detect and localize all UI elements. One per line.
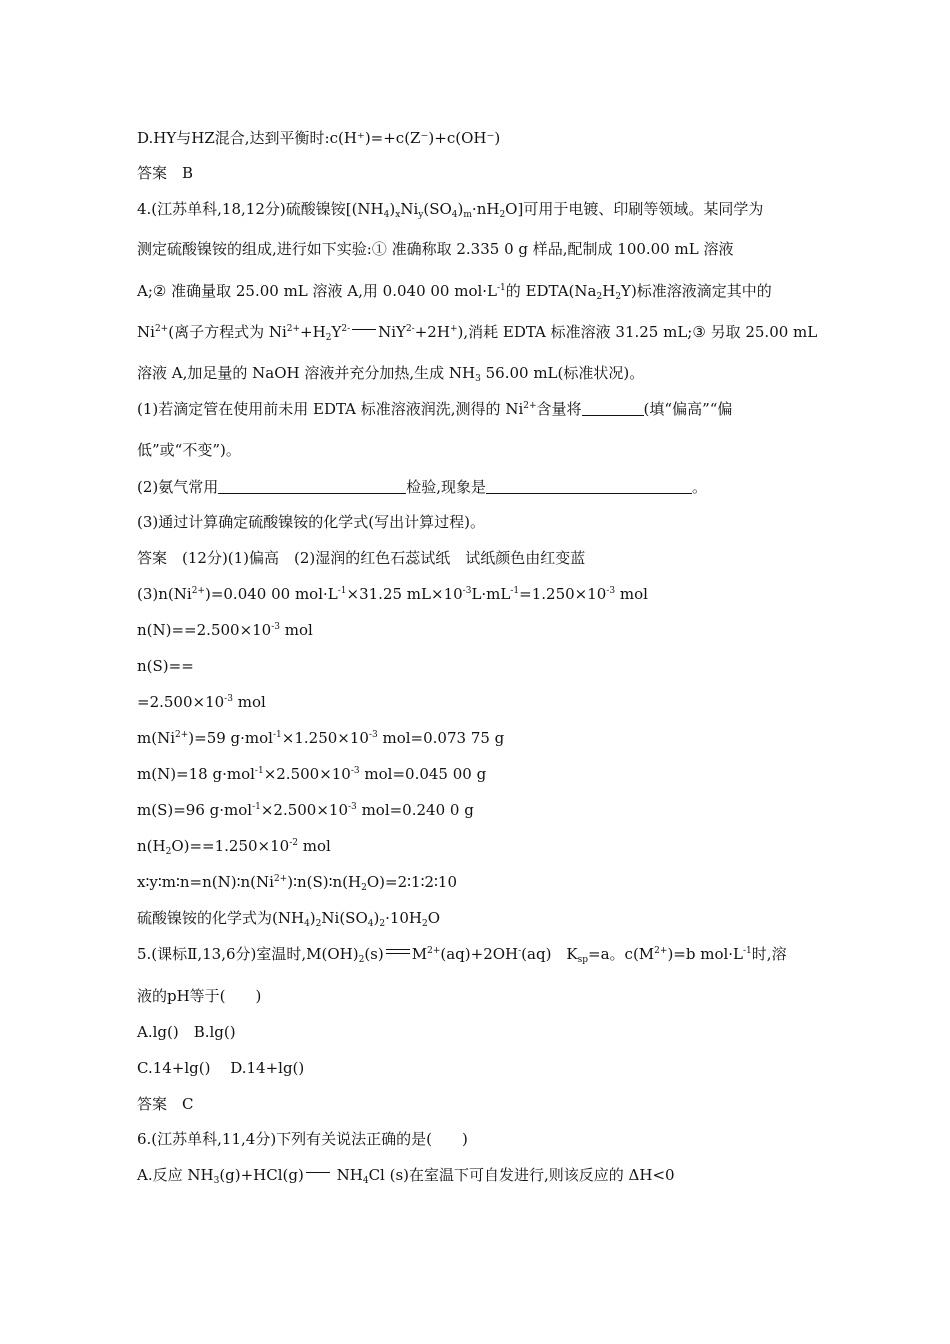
text: x∶y∶m∶n=n(N)∶n(Ni — [137, 873, 274, 891]
text: (aq) K — [521, 945, 578, 963]
text: mol — [280, 621, 313, 639]
superscript: -3 — [368, 730, 378, 740]
subscript: y — [418, 210, 424, 220]
text: n(S)== — [137, 657, 194, 675]
superscript: -1 — [254, 766, 264, 776]
text: (填“偏高”“偏 — [643, 400, 733, 418]
calc-line-ni — [137, 584, 817, 604]
superscript: -1 — [252, 802, 261, 812]
superscript: -3 — [606, 586, 616, 596]
text: (2)氨气常用 — [137, 478, 219, 496]
text: m(N)=18 g·mol — [137, 765, 255, 783]
superscript: 2+ — [523, 401, 537, 411]
sub-question-1-line-2 — [137, 440, 817, 460]
text: 的 EDTA(Na — [505, 282, 597, 300]
subscript: 2 — [615, 292, 622, 302]
text: ×2.500×10 — [263, 765, 351, 783]
calc-line-m-n — [137, 764, 817, 784]
answer-blank-phenomenon[interactable] — [486, 479, 692, 494]
question-6-line — [137, 1129, 817, 1149]
subscript: 2 — [315, 919, 322, 929]
option-d-line — [137, 128, 817, 148]
superscript: 2- — [341, 324, 351, 334]
text: A.lg() B.lg() — [137, 1023, 236, 1041]
subscript: 2 — [361, 883, 367, 893]
formula-line — [137, 908, 817, 928]
text: mol — [615, 585, 648, 603]
text: =2.500×10 — [137, 693, 225, 711]
text: (1)若滴定管在使用前未用 EDTA 标准溶液润洗,测得的 Ni — [137, 400, 524, 418]
reaction-arrow-icon — [304, 1168, 332, 1178]
subscript: 2 — [499, 210, 506, 220]
text: 。 — [692, 478, 708, 496]
text: )=59 g·mol — [188, 729, 273, 747]
superscript: -1 — [337, 586, 347, 596]
superscript: -2 — [289, 838, 298, 848]
text: (aq)+2OH — [440, 945, 519, 963]
subscript: 3 — [475, 374, 481, 384]
superscript: 2+ — [286, 324, 301, 334]
text: +2H — [414, 323, 450, 341]
text: (s) — [364, 945, 384, 963]
superscript: -3 — [224, 694, 233, 704]
text: mol — [232, 693, 266, 711]
text: O — [427, 909, 441, 927]
options-ab-line — [137, 1022, 817, 1042]
text: 低”或“不变”)。 — [137, 441, 241, 459]
equilibrium-arrow-icon — [384, 947, 412, 957]
text: O]可用于电镀、印刷等领域。某同学为 — [505, 200, 764, 218]
text: 测定硫酸镍铵的组成,进行如下实验:① 准确称取 2.335 0 g 样品,配制成 100.00 mL 溶液 — [137, 240, 734, 258]
subscript: 4 — [362, 1176, 369, 1186]
text: (g)+HCl(g) — [219, 1166, 304, 1184]
text: NH — [331, 1166, 363, 1184]
text: (3)通过计算确定硫酸镍铵的化学式(写出计算过程)。 — [137, 513, 485, 531]
text: mol=0.045 00 g — [359, 765, 487, 783]
subscript: sp — [577, 955, 589, 965]
calc-line-m-s — [137, 800, 817, 820]
subscript: x — [395, 210, 401, 220]
question-4-line-1 — [137, 199, 817, 219]
text: A.反应 NH — [137, 1166, 214, 1184]
sub-question-1-line-1 — [137, 399, 817, 419]
text: 56.00 mL(标准状况)。 — [480, 364, 645, 382]
text: mol=0.073 75 g — [377, 729, 505, 747]
text: (SO — [423, 200, 452, 218]
text: 6.(江苏单科,11,4分)下列有关说法正确的是( ) — [137, 1130, 468, 1148]
superscript: -1 — [272, 730, 282, 740]
text: 4.(江苏单科,18,12分)硫酸镍铵[(NH — [137, 200, 384, 218]
text: Ni — [137, 323, 155, 341]
question-5-line-1 — [137, 944, 817, 964]
text: Y — [331, 323, 342, 341]
subscript: 2 — [422, 919, 428, 929]
text: ) — [457, 200, 464, 218]
text: Ni — [400, 200, 419, 218]
calc-line-h2o — [137, 836, 817, 856]
superscript: -3 — [462, 586, 472, 596]
text: =a。c(M — [588, 945, 655, 963]
answer-line — [137, 163, 817, 183]
text: 答案 (12分)(1)偏高 (2)湿润的红色石蕊试纸 试纸颜色由红变蓝 — [137, 549, 586, 567]
text: m(S)=96 g·mol — [137, 801, 253, 819]
text: +H — [300, 323, 326, 341]
calc-line-s — [137, 656, 817, 676]
text: ) — [389, 200, 396, 218]
text: =1.250×10 — [519, 585, 607, 603]
superscript: 2- — [405, 324, 415, 334]
option-a-line — [137, 1165, 817, 1185]
superscript: 2+ — [191, 586, 205, 596]
superscript: - — [518, 946, 522, 956]
text: 含量将 — [536, 400, 582, 418]
superscript: 2+ — [154, 324, 169, 334]
subscript: 4 — [367, 919, 374, 929]
superscript: 2+ — [427, 946, 441, 956]
text: 检验,现象是 — [406, 478, 487, 496]
text: ),消耗 EDTA 标准溶液 31.25 mL;③ 另取 25.00 mL — [457, 323, 818, 341]
calc-line-n — [137, 620, 817, 640]
superscript: -1 — [510, 586, 520, 596]
text: (3)n(Ni — [137, 585, 192, 603]
text: ) — [373, 909, 380, 927]
subscript: 2 — [165, 847, 172, 857]
text: Ni(SO — [321, 909, 368, 927]
text: )=b mol·L — [667, 945, 744, 963]
calc-line-m-ni — [137, 728, 817, 748]
text: NiY — [378, 323, 406, 341]
answer-line-q4 — [137, 548, 817, 568]
superscript: 2+ — [273, 874, 288, 884]
text: C.14+lg() D.14+lg() — [137, 1059, 305, 1077]
text: 答案 B — [137, 164, 194, 182]
text: 溶液 A,加足量的 NaOH 溶液并充分加热,生成 NH — [137, 364, 476, 382]
answer-line-q5 — [137, 1094, 817, 1114]
superscript: -3 — [348, 802, 357, 812]
answer-blank-reagent[interactable] — [218, 479, 406, 494]
subscript: 2 — [358, 955, 365, 965]
options-cd-line — [137, 1058, 817, 1078]
text: n(H — [137, 837, 166, 855]
subscript: 3 — [213, 1176, 220, 1186]
text: ·nH — [471, 200, 500, 218]
text: ×1.250×10 — [281, 729, 369, 747]
text: ·10H — [385, 909, 423, 927]
question-4-line-2 — [137, 239, 817, 259]
superscript: -1 — [743, 946, 752, 956]
question-4-line-4 — [137, 322, 817, 342]
superscript: 2+ — [175, 730, 189, 740]
calc-line-s-result — [137, 692, 817, 712]
sub-question-3-line — [137, 512, 817, 532]
text: L·mL — [471, 585, 511, 603]
text: ×31.25 mL×10 — [346, 585, 463, 603]
text: 硫酸镍铵的化学式为(NH — [137, 909, 305, 927]
subscript: 2 — [325, 333, 332, 343]
superscript: + — [449, 324, 458, 334]
text: O)==1.250×10 — [171, 837, 290, 855]
text: 时,溶 — [751, 945, 787, 963]
text: Cl (s)在室温下可自发进行,则该反应的 ΔH<0 — [368, 1166, 675, 1184]
text: D.HY与HZ混合,达到平衡时:c(H⁺)=+c(Z⁻)+c(OH⁻) — [137, 129, 501, 147]
superscript: 2+ — [654, 946, 668, 956]
subscript: 4 — [304, 919, 310, 929]
text: mol — [298, 837, 331, 855]
text: M — [411, 945, 428, 963]
subscript: m — [463, 210, 472, 220]
text: 液的pH等于( ) — [137, 987, 262, 1005]
text: )=0.040 00 mol·L — [204, 585, 338, 603]
question-5-line-2 — [137, 986, 817, 1006]
text: (离子方程式为 Ni — [168, 323, 287, 341]
text: H — [602, 282, 616, 300]
text: ) — [309, 909, 316, 927]
superscript: -3 — [271, 622, 281, 632]
answer-blank[interactable] — [582, 401, 644, 416]
text: ×2.500×10 — [260, 801, 349, 819]
subscript: 4 — [383, 210, 390, 220]
text: O)=2∶1∶2∶10 — [366, 873, 458, 891]
text: Y)标准溶液滴定其中的 — [621, 282, 772, 300]
text: mol=0.240 0 g — [356, 801, 474, 819]
text: 答案 C — [137, 1095, 194, 1113]
subscript: 2 — [379, 919, 386, 929]
calc-line-ratio — [137, 872, 817, 892]
subscript: 2 — [596, 292, 603, 302]
question-4-line-3 — [137, 281, 817, 301]
subscript: 4 — [451, 210, 458, 220]
question-4-line-5 — [137, 363, 817, 383]
text: )∶n(S)∶n(H — [287, 873, 362, 891]
reaction-arrow-icon — [350, 325, 378, 335]
sub-question-2-line — [137, 477, 817, 497]
text: m(Ni — [137, 729, 175, 747]
text: 5.(课标Ⅱ,13,6分)室温时,M(OH) — [137, 945, 359, 963]
superscript: -3 — [350, 766, 360, 776]
superscript: -1 — [497, 283, 506, 293]
text: A;② 准确量取 25.00 mL 溶液 A,用 0.040 00 mol·L — [137, 282, 498, 300]
text: n(N)==2.500×10 — [137, 621, 272, 639]
